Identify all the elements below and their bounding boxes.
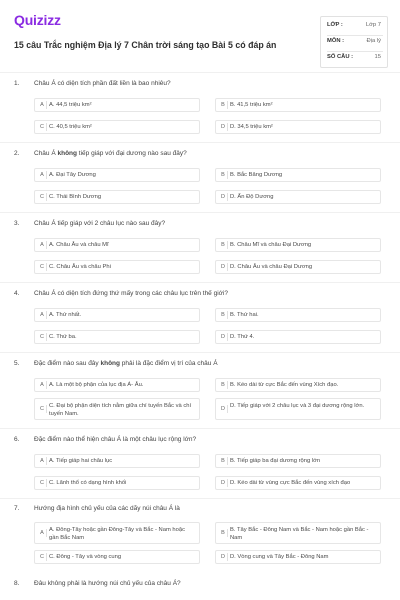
question-text-part: Đặc điểm nào sau đây xyxy=(34,360,101,367)
option-a[interactable] xyxy=(34,522,200,544)
option-letter-badge: B xyxy=(219,171,228,179)
question-text-part: phải là đặc điểm vị trí của châu Á xyxy=(119,360,218,367)
question-number: 5. xyxy=(14,360,20,367)
worksheet-header xyxy=(12,8,388,64)
question-divider xyxy=(0,498,400,499)
option-letter-badge: C xyxy=(38,263,47,271)
option-d[interactable] xyxy=(215,398,381,420)
option-b[interactable] xyxy=(215,168,381,182)
option-text: D. Vòng cung và Tây Bắc - Đông Nam xyxy=(230,554,329,560)
option-text: C. Thứ ba. xyxy=(49,334,77,340)
option-letter-badge: D xyxy=(219,263,228,271)
option-text: A. Thứ nhất. xyxy=(49,312,82,318)
option-letter-badge: B xyxy=(219,101,228,109)
option-text: B. Kéo dài từ cực Bắc đến vùng Xích đạo. xyxy=(230,382,339,388)
question-number: 8. xyxy=(14,580,20,587)
question-text-emphasis: không xyxy=(57,150,77,157)
option-b[interactable] xyxy=(215,238,381,252)
question-text-part: Châu Á xyxy=(34,150,58,157)
option-letter-badge: A xyxy=(38,241,47,249)
meta-subject-value: Địa lý xyxy=(366,38,381,44)
question-divider xyxy=(0,142,400,143)
option-d[interactable] xyxy=(215,330,381,344)
option-text: B. Thứ hai. xyxy=(230,312,259,318)
meta-row-class xyxy=(327,19,385,33)
option-text: A. Là một bộ phận của lục địa Á- Âu. xyxy=(49,382,144,388)
option-a[interactable] xyxy=(34,378,200,392)
option-text: D. 34,5 triệu km² xyxy=(230,124,273,130)
meta-row-count xyxy=(327,51,385,65)
option-letter-badge: C xyxy=(38,553,47,561)
option-letter-badge: A xyxy=(38,381,47,389)
question-divider xyxy=(0,212,400,213)
option-text: A. Đông-Tây hoặc gần Đông-Tây và Bắc - Nam hoặc gần Bắc Nam xyxy=(49,527,185,541)
option-letter-badge: B xyxy=(219,529,228,537)
question-text: Châu Á tiếp giáp với 2 châu lục nào sau đây? xyxy=(34,220,166,227)
question-text-emphasis: không xyxy=(100,360,120,367)
question-text xyxy=(34,150,384,157)
option-a[interactable] xyxy=(34,98,200,112)
option-b[interactable] xyxy=(215,308,381,322)
option-b[interactable] xyxy=(215,454,381,468)
option-letter-badge: C xyxy=(38,333,47,341)
option-text: C. Thái Bình Dương xyxy=(49,194,102,200)
question-divider xyxy=(0,428,400,429)
option-text: B. Tiếp giáp ba đại dương rộng lớn xyxy=(230,458,321,464)
option-text: A. Đại Tây Dương xyxy=(49,172,96,178)
option-c[interactable] xyxy=(34,398,200,420)
option-letter-badge: D xyxy=(219,333,228,341)
option-letter-badge: A xyxy=(38,311,47,319)
question-5 xyxy=(12,360,388,428)
question-7 xyxy=(12,505,388,571)
question-number: 7. xyxy=(14,505,20,512)
option-text: C. Đông - Tây và vòng cung xyxy=(49,554,122,560)
option-text: C. Đại bộ phận diện tích nằm giữa chí tuyến Bắc và chí tuyến Nam. xyxy=(49,403,192,417)
option-d[interactable] xyxy=(215,190,381,204)
option-text: A. 44,5 triệu km² xyxy=(49,102,92,108)
option-c[interactable] xyxy=(34,120,200,134)
option-letter-badge: D xyxy=(219,553,228,561)
question-2 xyxy=(12,150,388,210)
option-text: B. Bắc Băng Dương xyxy=(230,172,283,178)
meta-subject-label: MÔN : xyxy=(327,38,345,44)
meta-row-subject xyxy=(327,35,385,49)
meta-count-label: SỐ CÂU : xyxy=(327,54,354,60)
option-text: D. Ấn Độ Dương xyxy=(230,194,274,200)
option-letter-badge: C xyxy=(38,193,47,201)
option-d[interactable] xyxy=(215,476,381,490)
option-letter-badge: B xyxy=(219,457,228,465)
option-c[interactable] xyxy=(34,330,200,344)
meta-class-value: Lớp 7 xyxy=(365,22,381,28)
option-letter-badge: C xyxy=(38,123,47,131)
option-text: D. Tiếp giáp với 2 châu lục và 3 đại dương rộng lớn. xyxy=(230,403,365,409)
option-a[interactable] xyxy=(34,308,200,322)
question-text xyxy=(34,360,384,367)
question-text-part: tiếp giáp với đại dương nào sau đây? xyxy=(77,150,187,157)
question-number: 4. xyxy=(14,290,20,297)
question-number: 3. xyxy=(14,220,20,227)
question-4 xyxy=(12,290,388,350)
question-text: Đâu không phải là hướng núi chủ yếu của châu Á? xyxy=(34,580,181,587)
question-text: Hướng địa hình chủ yếu của các dãy núi châu Á là xyxy=(34,505,180,512)
option-letter-badge: B xyxy=(219,381,228,389)
quizizz-logo[interactable]: Quizizz xyxy=(14,12,61,28)
worksheet-meta-box xyxy=(320,16,388,68)
option-text: D. Thứ 4. xyxy=(230,334,255,340)
question-3 xyxy=(12,220,388,280)
option-d[interactable] xyxy=(215,260,381,274)
question-text: Đặc điểm nào thể hiện châu Á là một châu lục rộng lớn? xyxy=(34,436,197,443)
option-c[interactable] xyxy=(34,476,200,490)
option-letter-badge: A xyxy=(38,457,47,465)
question-text: Châu Á có diện tích phần đất liền là bao nhiêu? xyxy=(34,80,171,87)
option-a[interactable] xyxy=(34,238,200,252)
option-letter-badge: D xyxy=(219,193,228,201)
option-letter-badge: B xyxy=(219,241,228,249)
option-text: A. Châu Âu và châu Mĩ xyxy=(49,242,109,248)
option-a[interactable] xyxy=(34,168,200,182)
meta-count-value: 15 xyxy=(374,54,381,60)
question-number: 1. xyxy=(14,80,20,87)
option-c[interactable] xyxy=(34,190,200,204)
header-divider xyxy=(0,72,400,73)
option-letter-badge: D xyxy=(219,405,228,413)
option-text: D. Kéo dài từ vùng cực Bắc đến vùng xích đạo xyxy=(230,480,351,486)
question-divider xyxy=(0,352,400,353)
option-text: C. Lãnh thổ có dạng hình khối xyxy=(49,480,127,486)
question-6 xyxy=(12,436,388,496)
option-a[interactable] xyxy=(34,454,200,468)
option-letter-badge: A xyxy=(38,101,47,109)
option-text: A. Tiếp giáp hai châu lục xyxy=(49,458,113,464)
option-text: C. 40,5 triệu km² xyxy=(49,124,92,130)
option-letter-badge: A xyxy=(38,529,47,537)
option-text: B. 41,5 triệu km² xyxy=(230,102,273,108)
option-b[interactable] xyxy=(215,378,381,392)
option-d[interactable] xyxy=(215,120,381,134)
meta-class-label: LỚP : xyxy=(327,22,343,28)
option-c[interactable] xyxy=(34,550,200,564)
option-text: B. Châu Mĩ và châu Đại Dương xyxy=(230,242,312,248)
option-d[interactable] xyxy=(215,550,381,564)
option-text: C. Châu Âu và châu Phi xyxy=(49,264,111,270)
option-b[interactable] xyxy=(215,522,381,544)
question-8 xyxy=(12,580,388,596)
option-letter-badge: B xyxy=(219,311,228,319)
option-letter-badge: A xyxy=(38,171,47,179)
option-letter-badge: C xyxy=(38,479,47,487)
option-c[interactable] xyxy=(34,260,200,274)
option-text: B. Tây Bắc - Đông Nam và Bắc - Nam hoặc gần Bắc - Nam xyxy=(230,527,369,541)
option-letter-badge: D xyxy=(219,123,228,131)
option-b[interactable] xyxy=(215,98,381,112)
question-text: Châu Á có diện tích đứng thứ mấy trong các châu lục trên thế giới? xyxy=(34,290,228,297)
option-letter-badge: D xyxy=(219,479,228,487)
question-number: 2. xyxy=(14,150,20,157)
question-divider xyxy=(0,282,400,283)
question-number: 6. xyxy=(14,436,20,443)
option-letter-badge: C xyxy=(38,405,47,413)
page-title: 15 câu Trắc nghiệm Địa lý 7 Chân trời sáng tạo Bài 5 có đáp án xyxy=(14,40,277,50)
question-1 xyxy=(12,80,388,140)
option-text: D. Châu Âu và châu Đại Dương xyxy=(230,264,313,270)
